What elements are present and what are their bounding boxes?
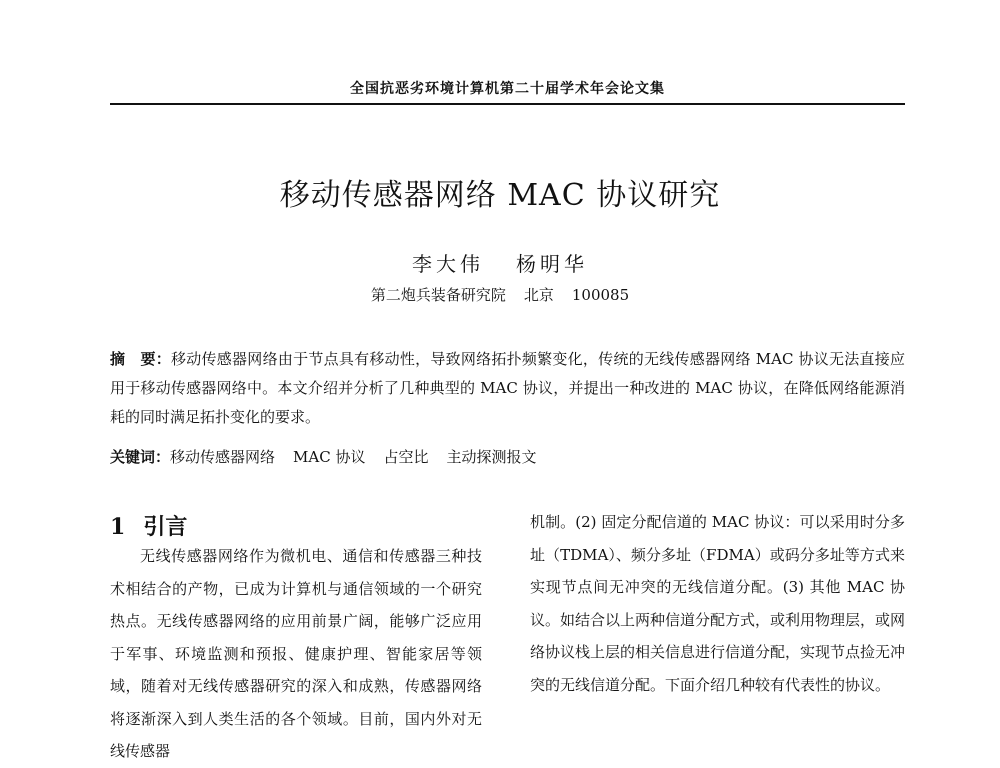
affiliation xyxy=(0,284,1000,305)
header-rule xyxy=(110,103,905,105)
affiliation-city: 北京 xyxy=(523,286,554,304)
keywords xyxy=(110,443,905,472)
affiliation-postcode: 100085 xyxy=(571,286,630,304)
keyword: 移动传感器网络 xyxy=(170,448,276,466)
author-name: 杨明华 xyxy=(516,252,588,276)
author-list xyxy=(0,248,1000,277)
paper-title: 移动传感器网络 MAC 协议研究 xyxy=(279,178,721,213)
section-heading xyxy=(110,510,187,541)
abstract xyxy=(110,345,905,432)
section-title: 引言 xyxy=(143,514,188,540)
affiliation-institution: 第二炮兵装备研究院 xyxy=(370,286,506,304)
abstract-label: 摘 要： xyxy=(110,350,172,368)
section-number: 1 xyxy=(110,514,126,540)
author-name: 李大伟 xyxy=(412,252,484,276)
body-column-right: 机制。(2) 固定分配信道的 MAC 协议：可以采用时分多址（TDMA）、频分多址（FDMA）或码分多址等方式来实现节点间无冲突的无线信道分配。(3) 其他 MAC 协议。如结合以上两种信道分配方式，或利用物理层，或网络协议栈上层的相关信息进行信道分配，实现节点捡无冲突的无线信道分配。下面介绍几种较有代表性的协议。 xyxy=(530,513,906,694)
keyword: MAC 协议 xyxy=(293,448,366,466)
running-header: 全国抗恶劣环境计算机第二十届学术年会论文集 xyxy=(350,81,665,97)
keyword: 占空比 xyxy=(383,448,429,466)
keyword: 主动探测报文 xyxy=(446,448,537,466)
abstract-text: 移动传感器网络由于节点具有移动性，导致网络拓扑频繁变化，传统的无线传感器网络 MAC 协议无法直接应用于移动传感器网络中。本文介绍并分析了几种典型的 MAC 协议，并提出一种改进的 MAC 协议，在降低网络能源消耗的同时满足拓扑变化的要求。 xyxy=(110,350,905,426)
keywords-label: 关键词： xyxy=(110,448,171,466)
body-column-left: 无线传感器网络作为微机电、通信和传感器三种技术相结合的产物，已成为计算机与通信领域的一个研究热点。无线传感器网络的应用前景广阔，能够广泛应用于军事、环境监测和预报、健康护理、智能家居等领域，随着对无线传感器研究的深入和成熟，传感器网络将逐渐深入到人类生活的各个领域。目前，国内外对无线传感器 xyxy=(110,547,482,760)
